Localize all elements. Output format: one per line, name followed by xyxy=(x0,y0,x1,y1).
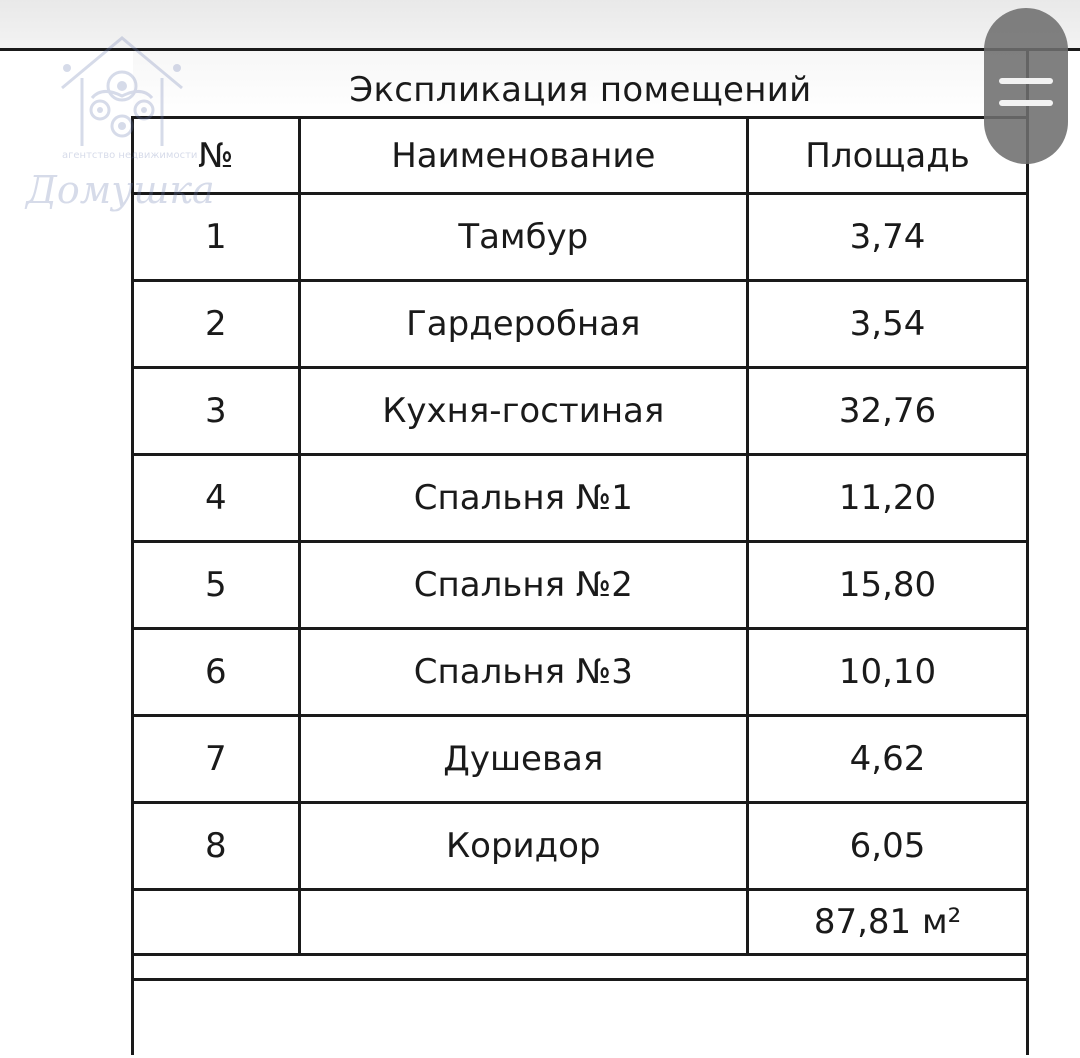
table-row xyxy=(133,194,1028,281)
room-area: 15,80 xyxy=(748,542,1028,629)
room-name: Гардеробная xyxy=(299,281,748,368)
room-area: 3,54 xyxy=(748,281,1028,368)
room-area: 4,62 xyxy=(748,716,1028,803)
room-name: Кухня-гостиная xyxy=(299,368,748,455)
top-band xyxy=(0,0,1080,50)
watermark-tagline: агентство недвижимости xyxy=(62,150,198,161)
frame-right-border xyxy=(1026,48,1029,1055)
table-header-row xyxy=(133,118,1028,194)
table-row xyxy=(133,368,1028,455)
total-empty-cell xyxy=(299,890,748,955)
room-name: Спальня №2 xyxy=(299,542,748,629)
room-area: 11,20 xyxy=(748,455,1028,542)
table-bottom-rule xyxy=(131,978,1029,981)
total-row xyxy=(133,890,1028,955)
row-number: 4 xyxy=(133,455,300,542)
row-number: 3 xyxy=(133,368,300,455)
frame-left-border xyxy=(131,117,134,1055)
total-area: 87,81 м² xyxy=(748,890,1028,955)
table-row xyxy=(133,803,1028,890)
watermark-brand: Домушка xyxy=(26,168,215,212)
table-row xyxy=(133,629,1028,716)
row-number: 5 xyxy=(133,542,300,629)
table-row xyxy=(133,281,1028,368)
room-area: 10,10 xyxy=(748,629,1028,716)
table-row xyxy=(133,716,1028,803)
column-header-number: № xyxy=(133,118,300,194)
room-name: Душевая xyxy=(299,716,748,803)
room-name: Спальня №1 xyxy=(299,455,748,542)
room-area: 6,05 xyxy=(748,803,1028,890)
row-number: 2 xyxy=(133,281,300,368)
row-number: 8 xyxy=(133,803,300,890)
menu-button[interactable] xyxy=(984,8,1068,164)
room-name: Спальня №3 xyxy=(299,629,748,716)
document-title: Экспликация помещений xyxy=(349,70,812,110)
row-number: 1 xyxy=(133,194,300,281)
room-area: 3,74 xyxy=(748,194,1028,281)
column-header-area: Площадь xyxy=(748,118,1028,194)
total-empty-cell xyxy=(133,890,300,955)
room-area: 32,76 xyxy=(748,368,1028,455)
row-number: 7 xyxy=(133,716,300,803)
room-name: Тамбур xyxy=(299,194,748,281)
column-header-name: Наименование xyxy=(299,118,748,194)
explication-table xyxy=(131,116,1029,956)
menu-icon-bar xyxy=(999,100,1053,106)
menu-icon-bar xyxy=(999,78,1053,84)
table-row xyxy=(133,542,1028,629)
row-number: 6 xyxy=(133,629,300,716)
table-row xyxy=(133,455,1028,542)
room-name: Коридор xyxy=(299,803,748,890)
